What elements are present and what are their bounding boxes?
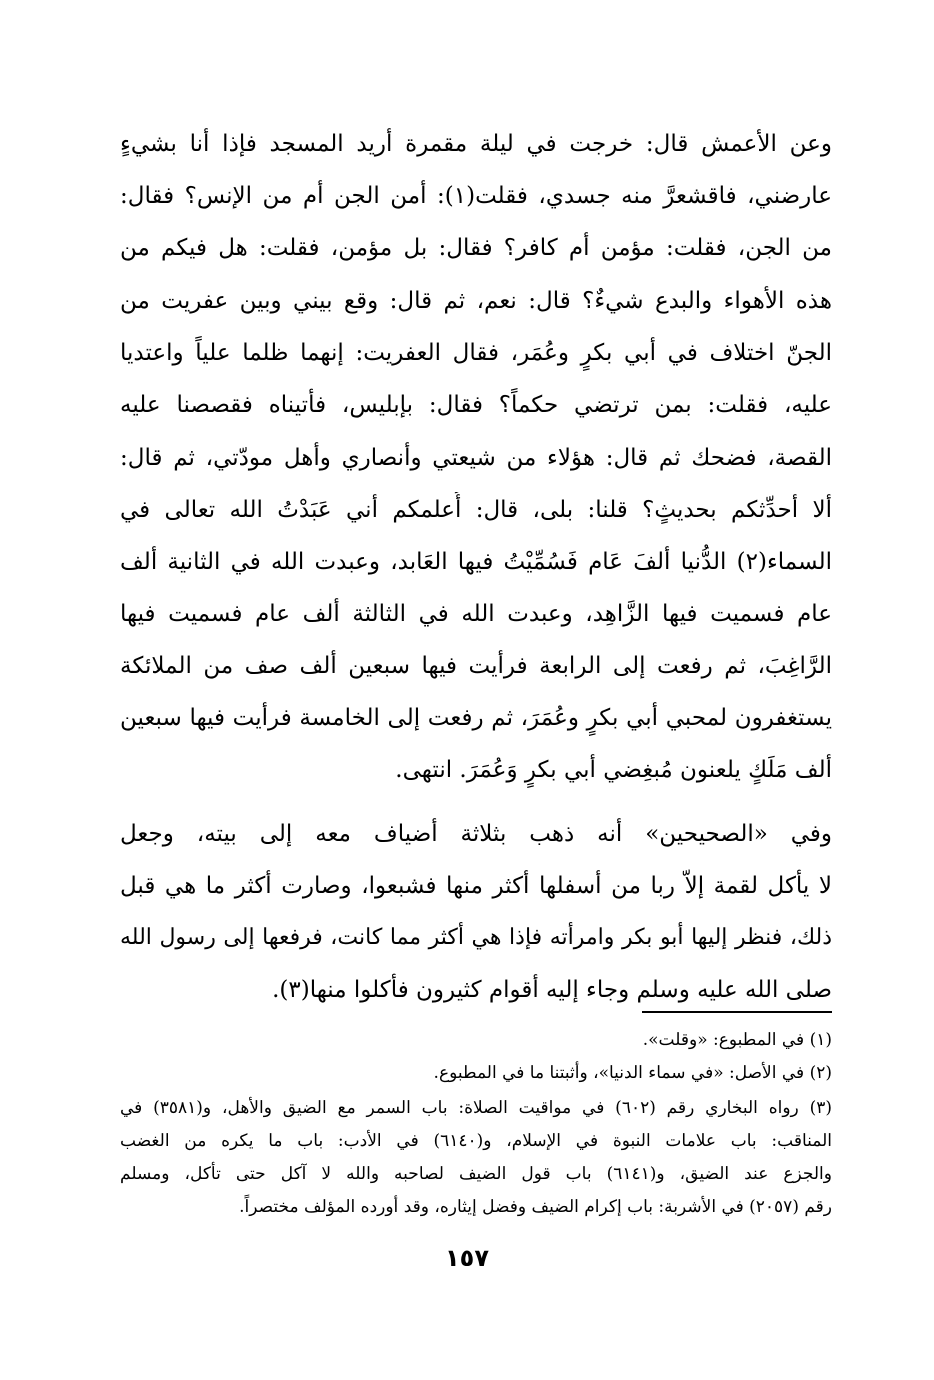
footnote-3-line-2: المناقب: باب علامات النبوة في الإسلام، و(٦١٤٠) في الأدب: باب ما يكره من الغضب <box>120 1131 832 1151</box>
text-line-6: عليه، فقلت: بمن ترتضي حكماً؟ فقال: بإبليس، فأتيناه فقصصنا عليه <box>120 392 832 418</box>
footnote-1: (١) في المطبوع: «وقلت». <box>642 1030 832 1050</box>
text-line-16: ذلك، فنظر إليها أبو بكر وامرأته فإذا هي أكثر مما كانت، فرفعها إلى رسول الله <box>120 925 832 950</box>
text-line-15: لا يأكل لقمة إلاّ ربا من أسفلها أكثر منها فشبعوا، وصارت أكثر ما هي قبل <box>120 873 832 899</box>
text-line-2: عارضني، فاقشعرَّ منه جسدي، فقلت(١): أمن الجن أم من الإنس؟ فقال: <box>120 183 832 209</box>
text-line-17: صلى الله عليه وسلم وجاء إليه أقوام كثيرون فأكلوا منها(٣). <box>272 977 832 1003</box>
footnote-3-line-3: والجزع عند الضيق، و(٦١٤١) باب قول الضيف لصاحبه والله لا آكل حتى تأكل، ومسلم <box>120 1164 832 1184</box>
footnote-3-line-4: رقم (٢٠٥٧) في الأشربة: باب إكرام الضيف وفضل إيثاره، وقد أورده المؤلف مختصراً. <box>239 1197 832 1217</box>
text-line-7: القصة، فضحك ثم قال: هؤلاء من شيعتي وأنصاري وأهل مودّتي، ثم قال: <box>120 445 832 471</box>
footnote-3-line-1: (٣) رواه البخاري رقم (٦٠٢) في مواقيت الصلاة: باب السمر مع الضيق والأهل، و(٣٥٨١) في <box>120 1098 832 1118</box>
page-number: ١٥٧ <box>445 1244 489 1272</box>
footnote-separator <box>642 1011 832 1013</box>
text-line-3: من الجن، فقلت: مؤمن أم كافر؟ فقال: بل مؤمن، فقلت: هل فيكم من <box>120 235 832 261</box>
text-line-4: هذه الأهواء والبدع شيءٌ؟ قال: نعم، ثم قال: وقع بيني وبين عفريت من <box>120 288 832 314</box>
text-line-14: وفي «الصحيحين» أنه ذهب بثلاثة أضياف معه إلى بيته، وجعل <box>120 821 832 847</box>
text-line-1: وعن الأعمش قال: خرجت في ليلة مقمرة أريد المسجد فإذا أنا بشيءٍ <box>120 131 832 157</box>
text-line-8: ألا أحدِّثكم بحديثٍ؟ قلنا: بلى، قال: أُعلمكم أني عَبَدْتُ الله تعالى في <box>120 497 832 523</box>
text-line-10: عام فسميت فيها الزَّاهِد، وعبدت الله في الثالثة ألف عام فسميت فيها <box>120 601 832 627</box>
text-line-11: الرَّاغِبَ، ثم رفعت إلى الرابعة فرأيت فيها سبعين ألف صف من الملائكة <box>120 653 832 679</box>
footnote-2: (٢) في الأصل: «في سماء الدنيا»، وأثبتنا ما في المطبوع. <box>433 1063 832 1083</box>
text-line-12: يستغفرون لمحبي أبي بكرٍ وعُمَرَ، ثم رفعت إلى الخامسة فرأيت فيها سبعين <box>120 705 832 731</box>
text-line-5: الجنّ اختلاف في أبي بكرٍ وعُمَر، فقال العفريت: إنهما ظلما علياً واعتديا <box>120 340 832 366</box>
text-line-13: ألف مَلَكٍ يلعنون مُبغِضي أبي بكرٍ وَعُمَرَ. انتهى. <box>395 757 832 783</box>
text-line-9: السماء(٢) الدُّنيا ألفَ عَام فَسُمِّيْتُ فيها العَابد، وعبدت الله في الثانية ألف <box>120 549 832 575</box>
